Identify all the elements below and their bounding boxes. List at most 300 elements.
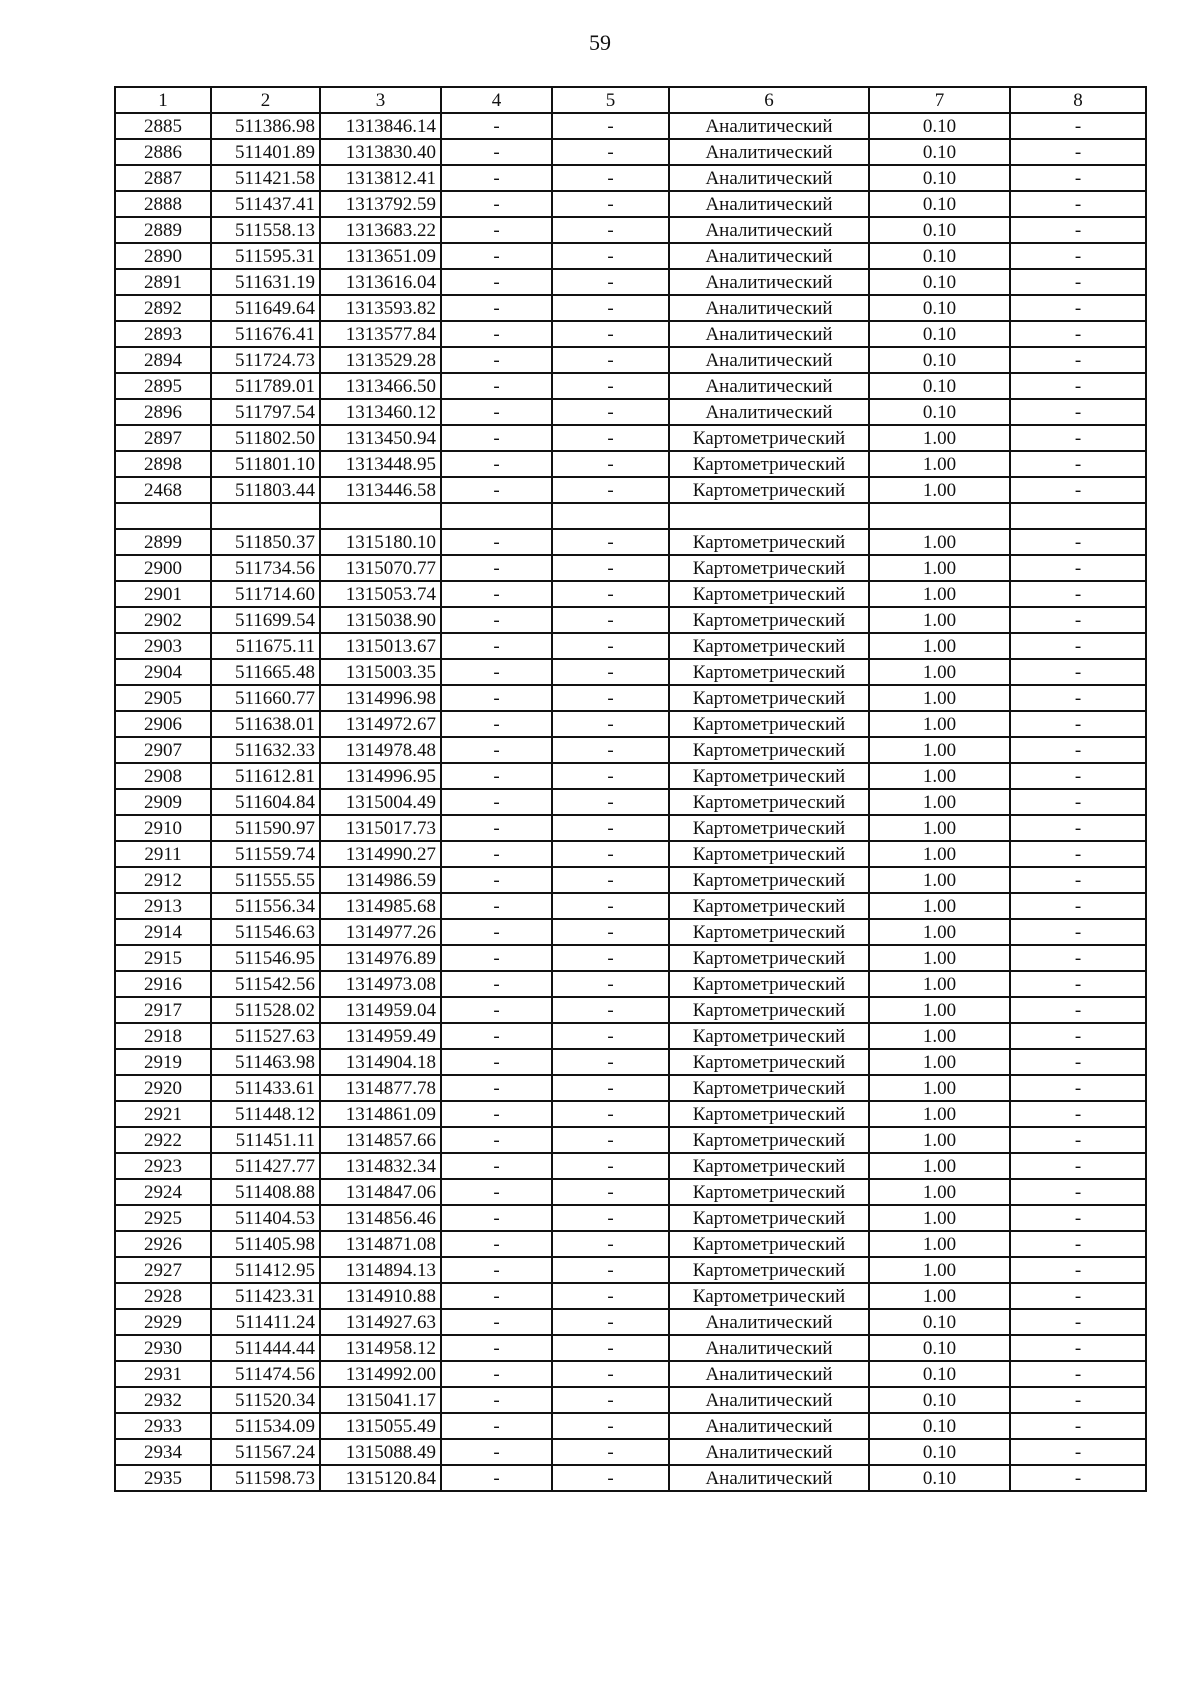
table-cell: 511546.95 [211, 945, 320, 971]
table-cell: 1314910.88 [320, 1283, 441, 1309]
table-cell: - [441, 1309, 552, 1335]
table-cell: - [1010, 1413, 1146, 1439]
table-cell: - [1010, 945, 1146, 971]
table-cell: 2922 [115, 1127, 211, 1153]
table-row [115, 633, 1146, 659]
table-cell: 2887 [115, 165, 211, 191]
table-cell: Картометрический [669, 1127, 869, 1153]
table-cell: - [552, 841, 669, 867]
table-cell: - [441, 555, 552, 581]
table-cell: Картометрический [669, 841, 869, 867]
table-cell: Аналитический [669, 295, 869, 321]
table-cell: 2906 [115, 711, 211, 737]
table-cell: Картометрический [669, 633, 869, 659]
table-cell: 0.10 [869, 217, 1010, 243]
table-cell: - [552, 997, 669, 1023]
table-cell: Аналитический [669, 1413, 869, 1439]
table-cell: Аналитический [669, 243, 869, 269]
table-cell: - [552, 1361, 669, 1387]
table-cell [211, 503, 320, 529]
table-cell: - [441, 1049, 552, 1075]
table-row [115, 295, 1146, 321]
table-cell: Картометрический [669, 425, 869, 451]
table-cell: - [441, 1413, 552, 1439]
table-cell: 511676.41 [211, 321, 320, 347]
table-cell: - [1010, 217, 1146, 243]
table-cell: - [552, 1179, 669, 1205]
table-cell: 511797.54 [211, 399, 320, 425]
table-cell: Аналитический [669, 373, 869, 399]
table-cell: - [441, 113, 552, 139]
table-cell: 511649.64 [211, 295, 320, 321]
table-cell: 511555.55 [211, 867, 320, 893]
table-cell: - [552, 1413, 669, 1439]
table-cell: 2895 [115, 373, 211, 399]
table-cell: 2920 [115, 1075, 211, 1101]
table-cell: - [552, 477, 669, 503]
table-row [115, 945, 1146, 971]
table-cell: - [552, 945, 669, 971]
table-cell: 511401.89 [211, 139, 320, 165]
table-cell: - [552, 243, 669, 269]
table-cell: 511604.84 [211, 789, 320, 815]
table-cell: 1313830.40 [320, 139, 441, 165]
table-cell: - [552, 867, 669, 893]
table-row [115, 737, 1146, 763]
table-cell: - [552, 217, 669, 243]
table-cell: Картометрический [669, 1101, 869, 1127]
table-cell: - [441, 659, 552, 685]
table-cell: 0.10 [869, 1361, 1010, 1387]
table-cell: - [441, 815, 552, 841]
table-cell: 1314977.26 [320, 919, 441, 945]
table-row [115, 113, 1146, 139]
table-cell: - [1010, 685, 1146, 711]
table-cell: Аналитический [669, 113, 869, 139]
table-cell [320, 503, 441, 529]
table-cell: 511556.34 [211, 893, 320, 919]
table-row [115, 997, 1146, 1023]
table-cell: 1313593.82 [320, 295, 441, 321]
table-cell: - [552, 425, 669, 451]
table-cell: Аналитический [669, 399, 869, 425]
table-cell: - [552, 1205, 669, 1231]
table-cell: - [441, 139, 552, 165]
table-cell: - [1010, 1127, 1146, 1153]
table-cell: 1.00 [869, 711, 1010, 737]
table-cell: 1313450.94 [320, 425, 441, 451]
table-cell: 511528.02 [211, 997, 320, 1023]
table-cell: Аналитический [669, 1439, 869, 1465]
table-cell: 511546.63 [211, 919, 320, 945]
table-row [115, 1231, 1146, 1257]
table-cell: - [1010, 1023, 1146, 1049]
table-row [115, 321, 1146, 347]
table-cell: - [1010, 1309, 1146, 1335]
table-cell: 2911 [115, 841, 211, 867]
table-cell: 2905 [115, 685, 211, 711]
table-cell: - [441, 1439, 552, 1465]
table-cell: 1315004.49 [320, 789, 441, 815]
table-cell: - [552, 321, 669, 347]
table-cell: - [552, 633, 669, 659]
table-cell: 1314847.06 [320, 1179, 441, 1205]
table-cell: 511451.11 [211, 1127, 320, 1153]
table-cell: - [441, 1335, 552, 1361]
table-cell: 1.00 [869, 555, 1010, 581]
table-cell: Картометрический [669, 737, 869, 763]
table-cell: - [441, 1075, 552, 1101]
table-cell: - [441, 399, 552, 425]
table-cell: 1.00 [869, 633, 1010, 659]
table-cell: 0.10 [869, 399, 1010, 425]
table-cell: - [1010, 867, 1146, 893]
table-row [115, 165, 1146, 191]
table-cell: 2908 [115, 763, 211, 789]
table-row [115, 1257, 1146, 1283]
table-cell: - [441, 165, 552, 191]
table-cell: - [1010, 191, 1146, 217]
table-cell: - [441, 893, 552, 919]
table-cell: - [552, 893, 669, 919]
table-cell: 2910 [115, 815, 211, 841]
table-cell: - [552, 191, 669, 217]
table-row [115, 841, 1146, 867]
table-cell: - [552, 1465, 669, 1491]
table-cell: - [441, 737, 552, 763]
table-cell: 2900 [115, 555, 211, 581]
table-cell: - [441, 477, 552, 503]
table-cell: 1.00 [869, 1101, 1010, 1127]
table-cell: - [441, 841, 552, 867]
table-row [115, 191, 1146, 217]
table-row [115, 1179, 1146, 1205]
column-header: 3 [320, 87, 441, 113]
table-cell: 2468 [115, 477, 211, 503]
table-cell: 511631.19 [211, 269, 320, 295]
table-cell: 1314857.66 [320, 1127, 441, 1153]
table-cell [115, 503, 211, 529]
table-cell: - [552, 139, 669, 165]
table-cell: - [1010, 815, 1146, 841]
column-header: 1 [115, 87, 211, 113]
table-cell: 1.00 [869, 997, 1010, 1023]
table-cell: 2935 [115, 1465, 211, 1491]
table-cell: - [1010, 659, 1146, 685]
table-cell: 2888 [115, 191, 211, 217]
table-cell: - [552, 607, 669, 633]
table-cell: 1313651.09 [320, 243, 441, 269]
table-cell: Аналитический [669, 165, 869, 191]
table-header-row [115, 87, 1146, 113]
table-cell: Картометрический [669, 867, 869, 893]
table-cell: 2894 [115, 347, 211, 373]
table-cell: 0.10 [869, 191, 1010, 217]
table-cell: - [441, 1153, 552, 1179]
column-header: 8 [1010, 87, 1146, 113]
table-cell: 1.00 [869, 1231, 1010, 1257]
table-cell: 2902 [115, 607, 211, 633]
table-cell: - [552, 1257, 669, 1283]
table-row [115, 1023, 1146, 1049]
table-cell: - [1010, 607, 1146, 633]
table-cell: 1313683.22 [320, 217, 441, 243]
table-row [115, 425, 1146, 451]
table-cell: 511559.74 [211, 841, 320, 867]
table-cell: - [1010, 321, 1146, 347]
column-header: 4 [441, 87, 552, 113]
table-row [115, 1309, 1146, 1335]
table-cell: Картометрический [669, 971, 869, 997]
table-cell: 1.00 [869, 1153, 1010, 1179]
table-cell: 1315003.35 [320, 659, 441, 685]
table-cell: Аналитический [669, 347, 869, 373]
table-cell: 1.00 [869, 529, 1010, 555]
table-cell: - [441, 1179, 552, 1205]
table-row [115, 347, 1146, 373]
table-cell: 511405.98 [211, 1231, 320, 1257]
table-cell: 511567.24 [211, 1439, 320, 1465]
table-cell: 1314856.46 [320, 1205, 441, 1231]
table-cell: 511444.44 [211, 1335, 320, 1361]
table-row [115, 789, 1146, 815]
table-cell: 511427.77 [211, 1153, 320, 1179]
table-row [115, 1127, 1146, 1153]
table-cell: Картометрический [669, 945, 869, 971]
table-cell: 1313812.41 [320, 165, 441, 191]
table-row [115, 451, 1146, 477]
table-cell: - [552, 373, 669, 399]
table-cell: Картометрический [669, 1075, 869, 1101]
table-cell: - [441, 971, 552, 997]
table-cell: - [441, 1023, 552, 1049]
table-cell: - [1010, 425, 1146, 451]
table-cell: - [1010, 633, 1146, 659]
table-cell: 2925 [115, 1205, 211, 1231]
table-cell: - [1010, 139, 1146, 165]
table-row [115, 1153, 1146, 1179]
table-cell: - [1010, 893, 1146, 919]
table-cell: 511527.63 [211, 1023, 320, 1049]
table-cell: - [1010, 581, 1146, 607]
table-cell: - [552, 763, 669, 789]
table-cell: 511474.56 [211, 1361, 320, 1387]
table-cell: 1.00 [869, 477, 1010, 503]
table-cell: - [1010, 399, 1146, 425]
table-cell: 2924 [115, 1179, 211, 1205]
table-cell: Картометрический [669, 1179, 869, 1205]
table-cell: 1.00 [869, 1023, 1010, 1049]
table-row [115, 399, 1146, 425]
table-cell: 2898 [115, 451, 211, 477]
table-row [115, 1465, 1146, 1491]
table-cell: 1.00 [869, 685, 1010, 711]
table-cell: - [441, 1283, 552, 1309]
table-cell: 2923 [115, 1153, 211, 1179]
table-row [115, 217, 1146, 243]
table-cell: 511520.34 [211, 1387, 320, 1413]
table-cell: - [1010, 1361, 1146, 1387]
table-cell: Картометрический [669, 1205, 869, 1231]
table-cell: Картометрический [669, 1153, 869, 1179]
table-cell: - [441, 711, 552, 737]
table-cell: 511714.60 [211, 581, 320, 607]
table-cell: 0.10 [869, 1439, 1010, 1465]
table-cell: - [1010, 529, 1146, 555]
table-cell: - [441, 581, 552, 607]
table-row [115, 373, 1146, 399]
table-cell [441, 503, 552, 529]
table-cell: 0.10 [869, 243, 1010, 269]
table-cell: 2927 [115, 1257, 211, 1283]
table-cell: - [552, 919, 669, 945]
table-cell: - [441, 1387, 552, 1413]
table-cell: - [441, 1205, 552, 1231]
table-cell: 0.10 [869, 321, 1010, 347]
table-cell: 511408.88 [211, 1179, 320, 1205]
table-cell: 0.10 [869, 1413, 1010, 1439]
table-cell: 2909 [115, 789, 211, 815]
table-cell [1010, 503, 1146, 529]
table-cell: - [441, 867, 552, 893]
table-cell: - [441, 607, 552, 633]
table-cell: - [1010, 1153, 1146, 1179]
table-cell: 0.10 [869, 113, 1010, 139]
table-cell: 2890 [115, 243, 211, 269]
table-cell: 1.00 [869, 1179, 1010, 1205]
table-cell: Картометрический [669, 815, 869, 841]
table-cell: 2913 [115, 893, 211, 919]
table-cell: 1.00 [869, 1257, 1010, 1283]
table-cell: 1313448.95 [320, 451, 441, 477]
table-cell: - [552, 295, 669, 321]
table-cell: 2930 [115, 1335, 211, 1361]
table-cell: 511699.54 [211, 607, 320, 633]
table-cell: - [441, 425, 552, 451]
table-row [115, 1387, 1146, 1413]
table-cell: 1314986.59 [320, 867, 441, 893]
table-cell: 1314958.12 [320, 1335, 441, 1361]
table-cell: - [441, 347, 552, 373]
table-row [115, 1101, 1146, 1127]
table-cell: 1314985.68 [320, 893, 441, 919]
table-cell: 511789.01 [211, 373, 320, 399]
table-cell: Картометрический [669, 529, 869, 555]
table-row [115, 763, 1146, 789]
table-row [115, 659, 1146, 685]
table-cell: - [552, 789, 669, 815]
table-cell: - [1010, 1101, 1146, 1127]
table-cell: 511660.77 [211, 685, 320, 711]
table-cell: - [441, 997, 552, 1023]
table-cell: - [441, 763, 552, 789]
table-cell: - [1010, 451, 1146, 477]
table-cell: Картометрический [669, 893, 869, 919]
table-cell: - [1010, 1465, 1146, 1491]
table-cell: 1.00 [869, 1075, 1010, 1101]
table-cell: - [441, 945, 552, 971]
table-cell: 1313577.84 [320, 321, 441, 347]
table-cell: 1.00 [869, 971, 1010, 997]
table-cell: 1313460.12 [320, 399, 441, 425]
table-cell: Аналитический [669, 191, 869, 217]
table-cell: 511665.48 [211, 659, 320, 685]
table-cell: - [441, 191, 552, 217]
table-cell: - [552, 555, 669, 581]
table-cell: 511802.50 [211, 425, 320, 451]
table-cell: 0.10 [869, 1335, 1010, 1361]
table-cell: 2896 [115, 399, 211, 425]
column-header: 2 [211, 87, 320, 113]
table-cell: 511404.53 [211, 1205, 320, 1231]
table-cell: - [552, 815, 669, 841]
table-cell: - [552, 685, 669, 711]
table-cell: Картометрический [669, 1049, 869, 1075]
table-cell: Картометрический [669, 997, 869, 1023]
table-cell: 1315041.17 [320, 1387, 441, 1413]
table-cell: 511734.56 [211, 555, 320, 581]
table-cell: 2928 [115, 1283, 211, 1309]
table-cell: 1.00 [869, 815, 1010, 841]
table-cell: 2893 [115, 321, 211, 347]
table-cell: - [1010, 763, 1146, 789]
table-cell: 0.10 [869, 295, 1010, 321]
table-cell: 2919 [115, 1049, 211, 1075]
table-cell: 511801.10 [211, 451, 320, 477]
table-row [115, 1439, 1146, 1465]
table-row [115, 867, 1146, 893]
table-cell: - [1010, 1257, 1146, 1283]
table-cell: - [552, 1101, 669, 1127]
table-cell: - [1010, 113, 1146, 139]
table-cell: Аналитический [669, 1309, 869, 1335]
table-cell: 511433.61 [211, 1075, 320, 1101]
table-cell: 1315017.73 [320, 815, 441, 841]
table-cell: 511534.09 [211, 1413, 320, 1439]
table-cell: 2904 [115, 659, 211, 685]
table-cell: 2897 [115, 425, 211, 451]
table-cell: 1314871.08 [320, 1231, 441, 1257]
table-cell: 0.10 [869, 1387, 1010, 1413]
table-cell: - [552, 399, 669, 425]
table-cell: - [1010, 919, 1146, 945]
table-cell: Картометрический [669, 763, 869, 789]
table-cell: - [552, 347, 669, 373]
table-row [115, 711, 1146, 737]
table-cell: 1315055.49 [320, 1413, 441, 1439]
table-cell: 2932 [115, 1387, 211, 1413]
table-cell: 2929 [115, 1309, 211, 1335]
table-row [115, 581, 1146, 607]
table-cell: - [552, 1335, 669, 1361]
table-row [115, 555, 1146, 581]
table-cell: - [552, 269, 669, 295]
table-cell: 1313616.04 [320, 269, 441, 295]
table-cell: 1313466.50 [320, 373, 441, 399]
table-cell: 2892 [115, 295, 211, 321]
table-cell: Картометрический [669, 451, 869, 477]
table-cell: - [1010, 555, 1146, 581]
table-cell: - [552, 581, 669, 607]
table-row [115, 971, 1146, 997]
table-cell: Картометрический [669, 581, 869, 607]
table-row [115, 893, 1146, 919]
table-cell: 1314978.48 [320, 737, 441, 763]
table-cell: 2926 [115, 1231, 211, 1257]
table-cell: - [552, 1023, 669, 1049]
table-cell: - [1010, 737, 1146, 763]
table-cell: 2899 [115, 529, 211, 555]
